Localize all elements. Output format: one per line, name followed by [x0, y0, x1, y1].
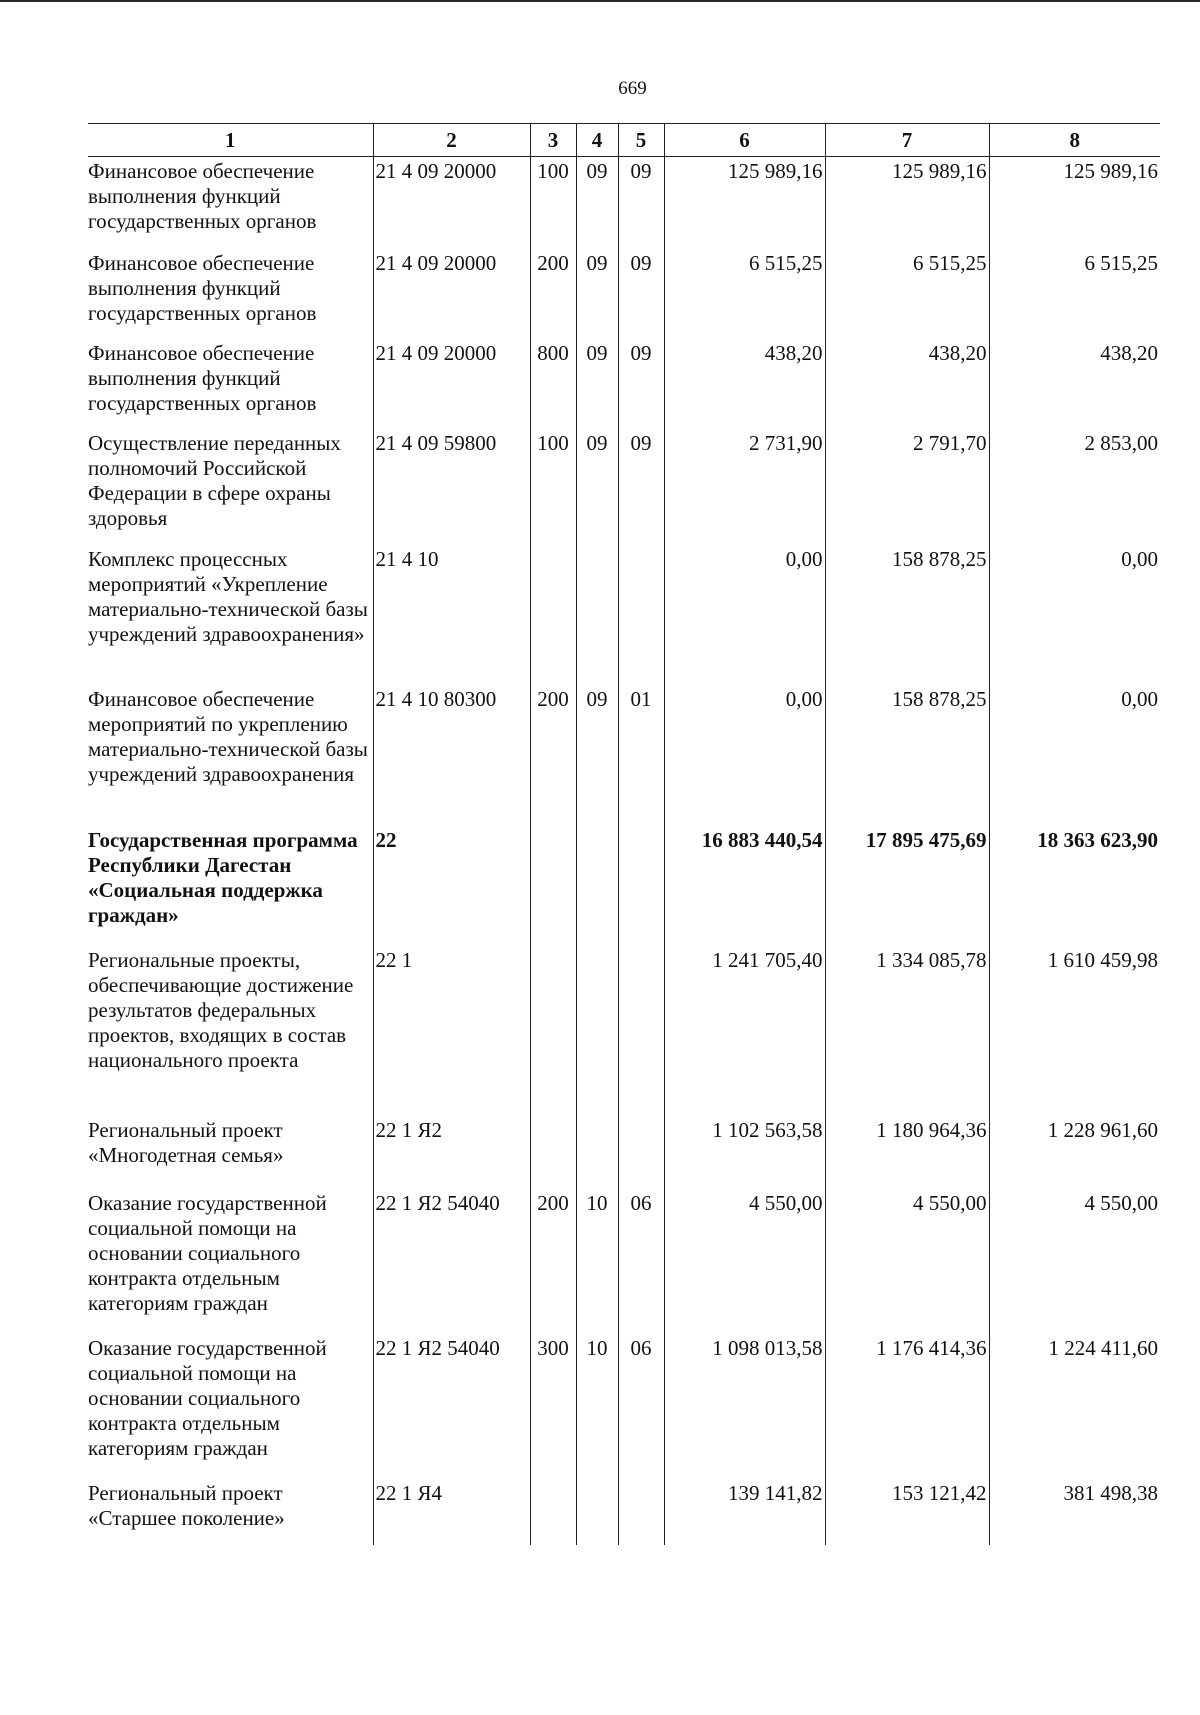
- row-col4: 09: [576, 429, 618, 545]
- table-row: [88, 249, 1160, 339]
- row-code: 22 1 Я2: [373, 1116, 530, 1189]
- row-value-8: 1 228 961,60: [989, 1116, 1160, 1189]
- row-value-8: 438,20: [989, 339, 1160, 429]
- row-col3: 200: [530, 1189, 576, 1334]
- row-col3: 800: [530, 339, 576, 429]
- row-col4: [576, 545, 618, 685]
- row-value-8: 2 853,00: [989, 429, 1160, 545]
- row-col5: 06: [618, 1334, 664, 1479]
- row-col3: 200: [530, 685, 576, 826]
- row-value-8: 125 989,16: [989, 157, 1160, 249]
- row-col5: 09: [618, 429, 664, 545]
- row-col5: 01: [618, 685, 664, 826]
- row-col3: 100: [530, 157, 576, 249]
- row-value-6: 139 141,82: [664, 1479, 825, 1545]
- row-col3: 200: [530, 249, 576, 339]
- row-col4: 09: [576, 339, 618, 429]
- table-row: [88, 1334, 1160, 1479]
- row-col4: [576, 1479, 618, 1545]
- table-row-program-total: [88, 826, 1160, 946]
- row-col5: 06: [618, 1189, 664, 1334]
- row-value-6: 4 550,00: [664, 1189, 825, 1334]
- table-row: [88, 157, 1160, 249]
- row-value-7: 158 878,25: [825, 545, 989, 685]
- row-value-7: 1 334 085,78: [825, 946, 989, 1116]
- col-header-2: 2: [373, 124, 530, 157]
- row-code: 22: [373, 826, 530, 946]
- row-value-6: 1 102 563,58: [664, 1116, 825, 1189]
- col-header-3: 3: [530, 124, 576, 157]
- row-name: Региональный проект «Многодетная семья»: [88, 1117, 284, 1167]
- row-col5: [618, 946, 664, 1116]
- row-col4: 10: [576, 1334, 618, 1479]
- row-value-6: 6 515,25: [664, 249, 825, 339]
- row-value-6: 438,20: [664, 339, 825, 429]
- row-col3: [530, 826, 576, 946]
- row-code: 22 1 Я4: [373, 1479, 530, 1545]
- row-col5: [618, 545, 664, 685]
- row-name: Финансовое обеспечение выполнения функций государственных органов: [88, 340, 317, 415]
- row-value-6: 2 731,90: [664, 429, 825, 545]
- row-col5: 09: [618, 157, 664, 249]
- col-header-7: 7: [825, 124, 989, 157]
- budget-table: [88, 123, 1160, 1545]
- row-value-7: 438,20: [825, 339, 989, 429]
- row-name: Финансовое обеспечение выполнения функций государственных органов: [88, 159, 317, 233]
- row-value-8: 18 363 623,90: [989, 826, 1160, 946]
- row-code: 22 1 Я2 54040: [373, 1334, 530, 1479]
- table-row: [88, 429, 1160, 545]
- row-value-8: 4 550,00: [989, 1189, 1160, 1334]
- row-value-7: 125 989,16: [825, 157, 989, 249]
- row-value-7: 158 878,25: [825, 685, 989, 826]
- scan-edge-line: [0, 0, 1200, 2]
- row-value-8: 1 224 411,60: [989, 1334, 1160, 1479]
- row-name: Региональный проект «Старшее поколение»: [88, 1480, 285, 1530]
- row-col4: 09: [576, 685, 618, 826]
- row-value-6: 1 241 705,40: [664, 946, 825, 1116]
- row-col4: 09: [576, 157, 618, 249]
- row-value-7: 17 895 475,69: [825, 826, 989, 946]
- row-value-8: 0,00: [989, 545, 1160, 685]
- row-col3: [530, 1116, 576, 1189]
- row-code: 21 4 10: [373, 545, 530, 685]
- row-name: Оказание государственной социальной помощи на основании социального контракта отдельным категориям граждан: [88, 1190, 327, 1315]
- row-col4: [576, 826, 618, 946]
- col-header-5: 5: [618, 124, 664, 157]
- header-row: [88, 124, 1160, 157]
- row-value-7: 1 180 964,36: [825, 1116, 989, 1189]
- row-value-6: 0,00: [664, 545, 825, 685]
- table-row: [88, 1479, 1160, 1545]
- row-col3: [530, 1479, 576, 1545]
- row-value-7: 153 121,42: [825, 1479, 989, 1545]
- row-col3: [530, 545, 576, 685]
- row-name: Осуществление переданных полномочий Российской Федерации в сфере охраны здоровья: [88, 430, 341, 530]
- row-value-8: 6 515,25: [989, 249, 1160, 339]
- col-header-1: 1: [88, 124, 373, 157]
- row-col3: [530, 946, 576, 1116]
- col-header-4: 4: [576, 124, 618, 157]
- row-value-8: 0,00: [989, 685, 1160, 826]
- row-code: 22 1 Я2 54040: [373, 1189, 530, 1334]
- table-row: [88, 339, 1160, 429]
- row-value-8: 1 610 459,98: [989, 946, 1160, 1116]
- table-row: [88, 545, 1160, 685]
- row-name: Оказание государственной социальной помощи на основании социального контракта отдельным категориям граждан: [88, 1335, 327, 1460]
- row-code: 21 4 09 20000: [373, 157, 530, 249]
- row-value-6: 16 883 440,54: [664, 826, 825, 946]
- page-number: 669: [618, 78, 647, 99]
- row-col5: [618, 1479, 664, 1545]
- col-header-8: 8: [989, 124, 1160, 157]
- row-value-7: 4 550,00: [825, 1189, 989, 1334]
- row-code: 21 4 10 80300: [373, 685, 530, 826]
- row-col5: 09: [618, 339, 664, 429]
- row-code: 22 1: [373, 946, 530, 1116]
- col-header-6: 6: [664, 124, 825, 157]
- row-name: Комплекс процессных мероприятий «Укрепление материально-технической базы учреждений здравоохранения»: [88, 546, 368, 646]
- row-name: Государственная программа Республики Дагестан «Социальная поддержка граждан»: [88, 827, 358, 927]
- table-row: [88, 946, 1160, 1116]
- row-code: 21 4 09 59800: [373, 429, 530, 545]
- row-col3: 300: [530, 1334, 576, 1479]
- row-value-6: 1 098 013,58: [664, 1334, 825, 1479]
- row-name: Региональные проекты, обеспечивающие достижение результатов федеральных проектов, входящих в состав национального проекта: [88, 947, 354, 1072]
- row-value-7: 2 791,70: [825, 429, 989, 545]
- row-value-7: 1 176 414,36: [825, 1334, 989, 1479]
- row-col5: [618, 1116, 664, 1189]
- row-col4: 09: [576, 249, 618, 339]
- row-col4: 10: [576, 1189, 618, 1334]
- row-value-6: 0,00: [664, 685, 825, 826]
- row-code: 21 4 09 20000: [373, 339, 530, 429]
- row-code: 21 4 09 20000: [373, 249, 530, 339]
- row-col5: [618, 826, 664, 946]
- table-row: [88, 1116, 1160, 1189]
- row-name: Финансовое обеспечение мероприятий по укреплению материально-технической базы учреждений здравоохранения: [88, 686, 368, 786]
- row-col4: [576, 1116, 618, 1189]
- row-name: Финансовое обеспечение выполнения функций государственных органов: [88, 250, 317, 325]
- row-value-7: 6 515,25: [825, 249, 989, 339]
- row-value-6: 125 989,16: [664, 157, 825, 249]
- row-value-8: 381 498,38: [989, 1479, 1160, 1545]
- row-col3: 100: [530, 429, 576, 545]
- row-col5: 09: [618, 249, 664, 339]
- table-row: [88, 1189, 1160, 1334]
- row-col4: [576, 946, 618, 1116]
- table-row: [88, 685, 1160, 826]
